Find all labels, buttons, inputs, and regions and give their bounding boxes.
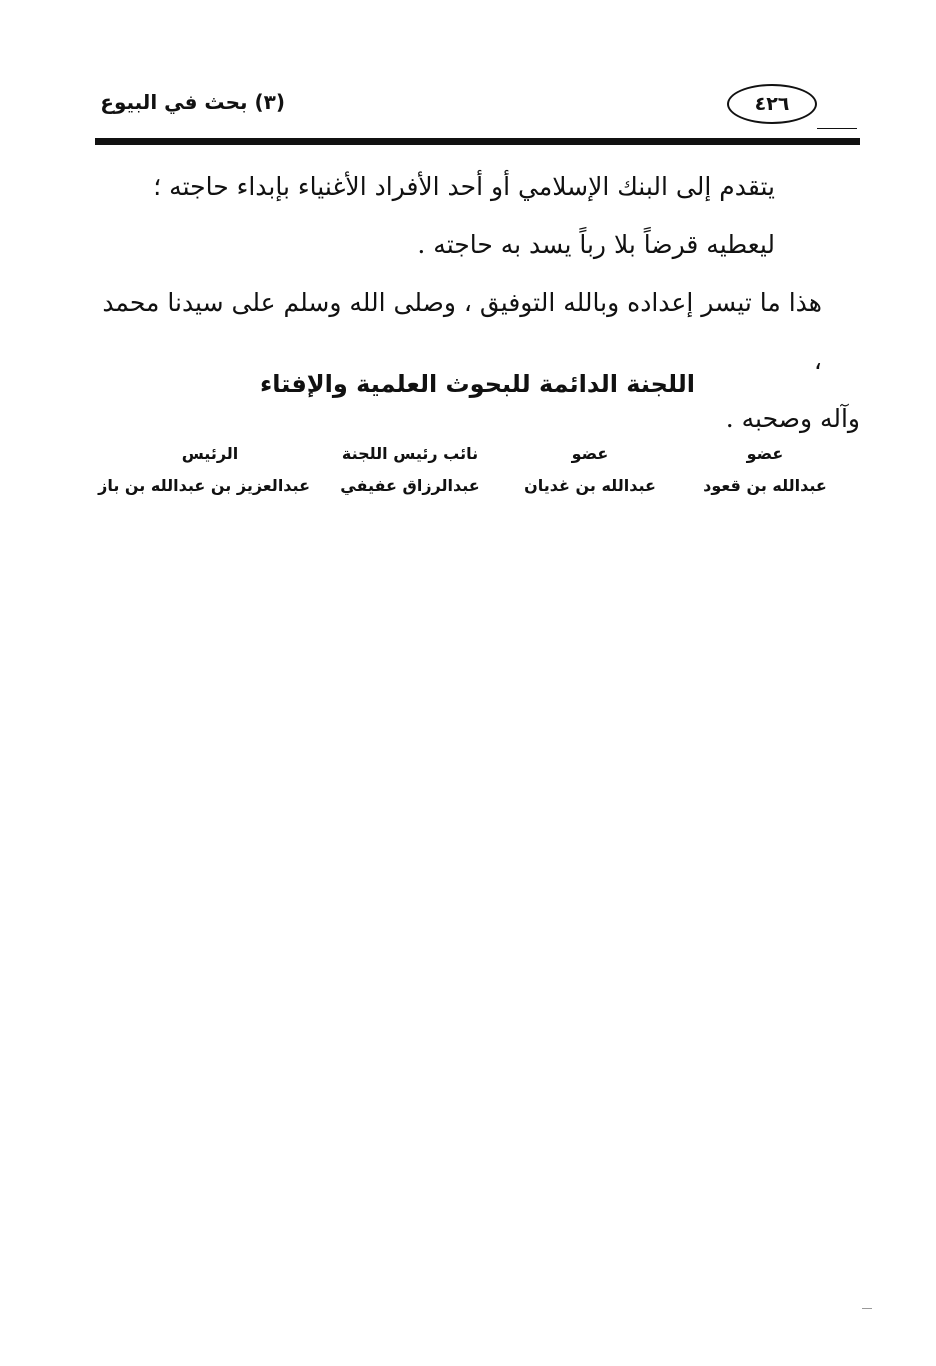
committee-title: اللجنة الدائمة للبحوث العلمية والإفتاء xyxy=(260,370,695,398)
paragraph-1-line-1: يتقدم إلى البنك الإسلامي أو أحد الأفراد الأغنياء بإبداء حاجته ؛ xyxy=(153,172,775,201)
paragraph-2-line-2: وآله وصحبه . xyxy=(725,404,860,433)
body-text xyxy=(95,158,860,448)
signatory-name: عبدالله بن غديان xyxy=(524,476,656,495)
signatories xyxy=(98,438,840,508)
running-title: (٣) بحث في البيوع xyxy=(100,90,285,114)
signatory-3 xyxy=(320,438,500,502)
header-thin-rule xyxy=(817,128,857,129)
paragraph-1-line-2: ليعطيه قرضاً بلا رباً يسد به حاجته . xyxy=(417,230,775,259)
signatory-2 xyxy=(510,438,670,502)
paragraph-2-line-1: هذا ما تيسر إعداده وبالله التوفيق ، وصلى الله وسلم على سيدنا محمد ، xyxy=(102,288,822,375)
signatory-4 xyxy=(98,438,310,502)
scan-mark xyxy=(862,1308,872,1309)
signatory-role: الرئيس xyxy=(181,444,239,463)
signatory-1 xyxy=(690,438,840,502)
signatory-role: عضو xyxy=(571,444,609,463)
page-number: ٤٢٦ xyxy=(727,84,817,124)
signatory-role: عضو xyxy=(746,444,784,463)
signatory-name: عبدالعزيز بن عبدالله بن باز xyxy=(98,476,310,495)
signatory-role: نائب رئيس اللجنة xyxy=(341,444,479,463)
header-rule xyxy=(95,138,860,145)
page-header xyxy=(95,80,860,150)
signatory-name: عبدالرزاق عفيفي xyxy=(340,476,480,495)
signatory-name: عبدالله بن قعود xyxy=(703,476,827,495)
